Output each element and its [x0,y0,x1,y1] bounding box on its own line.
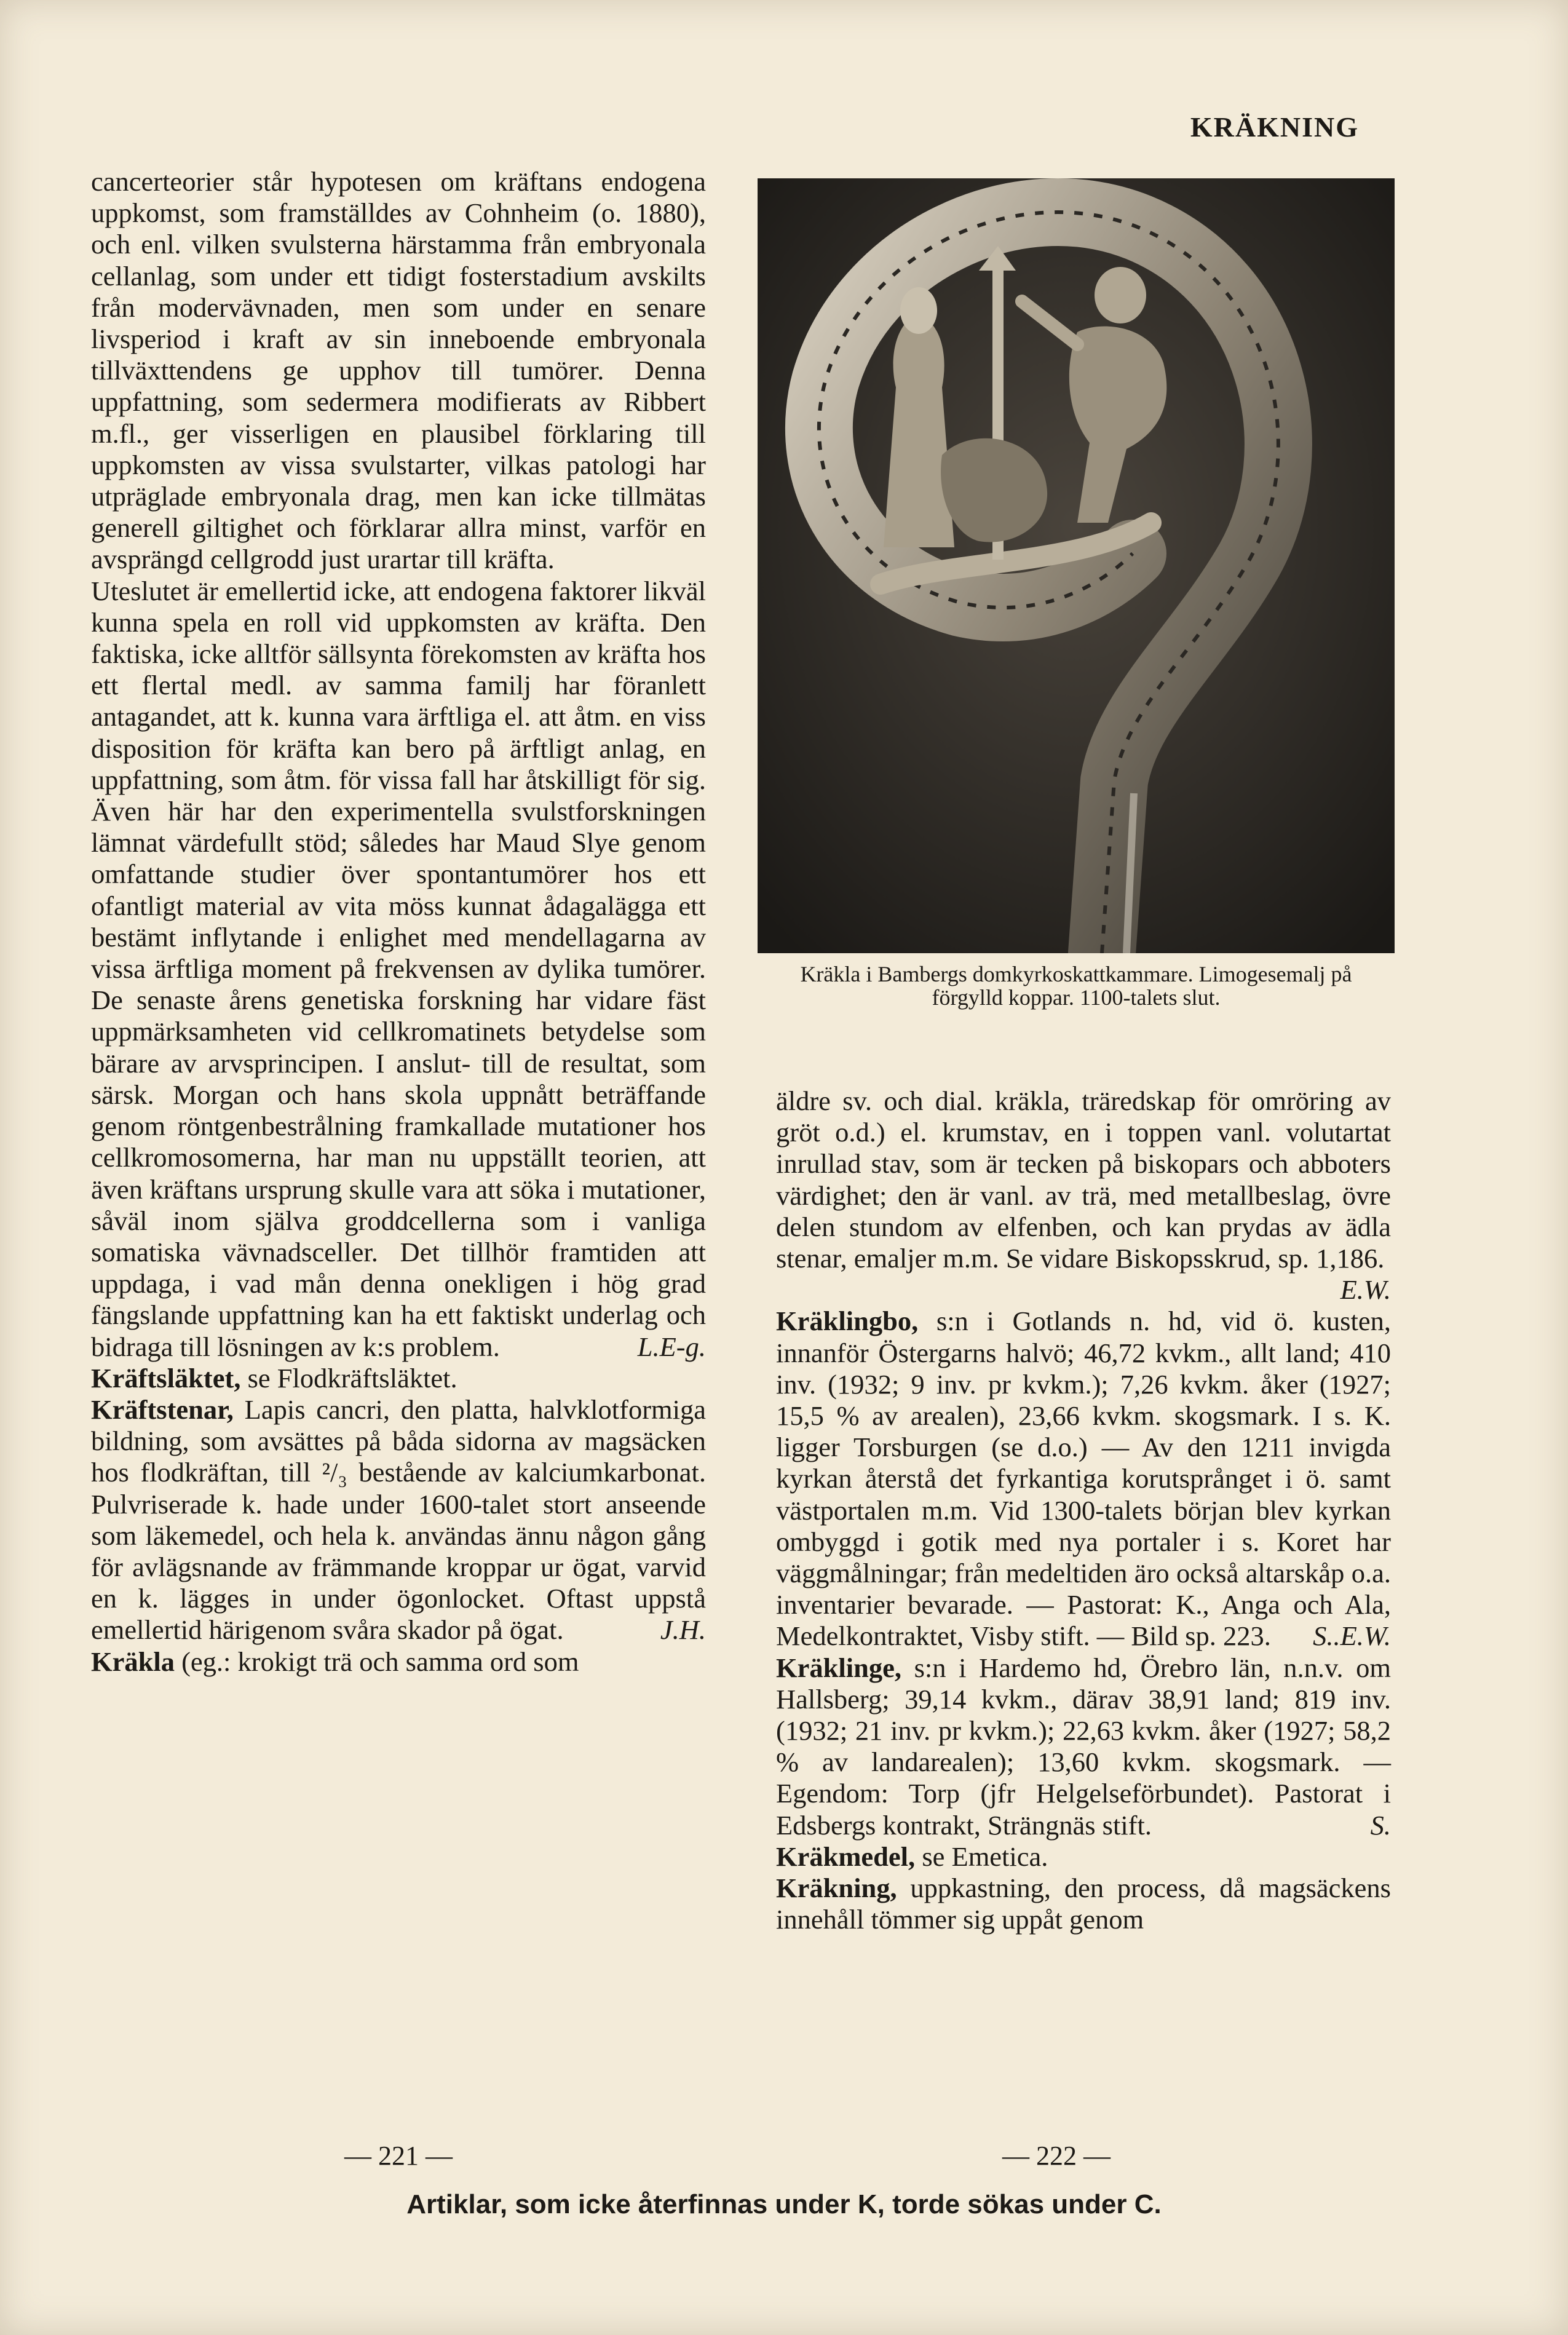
entry-text: uppkastning, den process, då magsäckens innehåll tömmer sig uppåt genom [776,1873,1391,1935]
entry-text: s:n i Gotlands n. hd, vid ö. kusten, innanför Östergarns halvö; 46,72 kvkm., allt land; 410 inv. (1932; 9 inv. pr kvkm.); 7,26 kvkm. åker (1927; 15,5 % av arealen), 23,66 kvkm. skogsmark. I s. K. ligger Torsburgen (se d.o.) — Av den 1211 invigda kyrkan återstå det fyrkantiga korutsprånget i ö. samt västportalen m.m. Vid 1300-talets början blev kyrkan ombyggd i gotik med nya portaler i s. Koret har väggmålningar; från medeltiden äro också altarskåp o.a. inventarier bevarade. — Pastorat: K., Anga och Ala, Medelkontraktet, Visby stift. — Bild sp. 223. [776,1306,1391,1652]
author-signature: J.H. [660,1614,706,1646]
right-column [776,1085,1391,1935]
entry-lemma: Kräklingbo, [776,1306,919,1337]
page-number-right: — 222 — [1002,2141,1111,2171]
author-signature: E.W. [1340,1274,1391,1306]
left-column [91,166,706,1678]
entry-text: se Flodkräftsläktet. [247,1362,457,1393]
entry-lemma: Kräkmedel, [776,1841,916,1872]
body-paragraph-2 [91,576,706,1363]
page-number-left: — 221 — [344,2141,453,2171]
body-paragraph-1: cancerteorier står hypotesen om kräftans endogena uppkomst, som framställdes av Cohnheim (o. 1880), och enl. vilken svulsterna härstamma från embryonala cellanlag, som under ett tidigt fosterstadium avskilts från modervävnaden, men som under en senare livsperiod i kraft av sin inneboende embryonala tillväxttendens ge upphov till tumörer. Denna uppfattning, som sedermera modifierats av Ribbert m.fl., ger visserligen en plausibel förklaring till uppkomsten av vissa svulstarter, vilkas patologi har utpräglade embryonala drag, men kan icke tillmätas generell giltighet och förklarar allra minst, varför en avsprängd cellgrodd just urartar till kräfta. [91,166,706,575]
entry-kraklingbo [776,1306,1391,1652]
entry-krakmedel [776,1841,1391,1873]
entry-kraklinge [776,1652,1391,1841]
entry-text: äldre sv. och dial. kräkla, träredskap för omröring av gröt o.d.) el. krumstav, en i toppen vanl. volutartat inrullad stav, som är tecken på biskopars och abboters värdighet; den är vanl. av trä, med metallbeslag, övre delen stundom av elfenben, och kan prydas av ädla stenar, emaljer m.m. Se vidare Biskopsskrud, sp. 1,186. [776,1085,1391,1274]
author-signature: S. [1370,1809,1391,1841]
footer-note: Artiklar, som icke återfinnas under K, torde sökas under C. [406,2189,1162,2219]
entry-lemma: Kräftstenar, [91,1393,234,1425]
entry-krakla [91,1646,706,1678]
figure-caption: Kräkla i Bambergs domkyrkoskattkammare. Limogesemalj på förgylld koppar. 1100-talets slut. [800,962,1352,1010]
entry-lemma: Kräftsläktet, [91,1362,241,1393]
author-signature: L.E-g. [637,1331,706,1362]
entry-lemma: Kräkning, [776,1873,897,1904]
entry-text: (eg.: krokigt trä och samma ord som [181,1646,579,1677]
entry-text: s:n i Hardemo hd, Örebro län, n.n.v. om Hallsberg; 39,14 kvkm., därav 38,91 land; 819 inv. (1932; 21 inv. pr kvkm.); 22,63 kvkm. åker (1927; 58,2 % av landarealen); 13,60 kvkm. skogsmark. — Egendom: Torp (jfr Helgelseförbundet). Pastorat i Edsbergs kontrakt, Strängnäs stift. [776,1652,1392,1841]
crozier-image [758,178,1395,953]
entry-kraftslaktet [91,1363,706,1394]
body-paragraph-2-text: Uteslutet är emellertid icke, att endogena faktorer likväl kunna spela en roll vid uppkomsten av kräfta. Den faktiska, icke alltför sällsynta förekomsten av kräfta hos ett flertal medl. av samma familj har föranlett antagandet, att k. kunna vara ärftliga el. att åtm. en viss disposition för kräfta kan bero på ärftligt anlag, en uppfattning, som åtm. för vissa fall har åtskilligt för sig. Även här har den experimentella svulstforskningen lämnat värdefullt stöd; således har Maud Slye genom omfattande studier över spontantumörer hos ett ofantligt material av vita möss kunnat ådagalägga ett bestämt inflytande i enlighet med mendellagarna av vissa ärftliga moment på frekvensen av dylika tumörer. De senaste årens genetiska forskning har vidare fäst uppmärksamheten vid cellkromatinets betydelse som bärare av arvsprincipen. I anslut- till de resultat, som särsk. Morgan och hans skola uppnått beträffande genom röntgenbestrålning framkallade mutationer hos cellkromosomerna, har man nu uppställt teorien, att även kräftans ursprung skulle vara att söka i mutationer, såväl inom själva groddcellerna som i vanliga somatiska vävnadsceller. Det tillhör framtiden att uppdaga, i vad mån denna onekligen i hög grad fängslande uppfattning kan ha ett faktiskt underlag och bidraga till lösningen av k:s problem. [91,575,706,1362]
entry-kraftstenar [91,1394,706,1646]
author-signature: S..E.W. [1313,1620,1391,1652]
entry-text: se Emetica. [922,1841,1048,1872]
entry-text: Lapis cancri, den platta, halvklotformiga bildning, som avsättes på båda sidorna av magsäcken hos flodkräftan, till ²/₃ bestående av kalciumkarbonat. Pulvriserade k. hade under 1600-talet stort anseende som läkemedel, och hela k. användas ännu någon gång för avlägsnande av främmande kroppar ur ögat, varvid en k. lägges in under ögonlocket. Oftast uppstå emellertid härigenom svåra skador på ögat. [91,1393,707,1646]
crozier-photograph [758,178,1395,953]
entry-continuation [776,1085,1391,1306]
running-header: KRÄKNING [1190,111,1359,143]
entry-lemma: Kräkla [91,1646,175,1677]
entry-lemma: Kräklinge, [776,1652,901,1683]
entry-krakning [776,1873,1391,1935]
